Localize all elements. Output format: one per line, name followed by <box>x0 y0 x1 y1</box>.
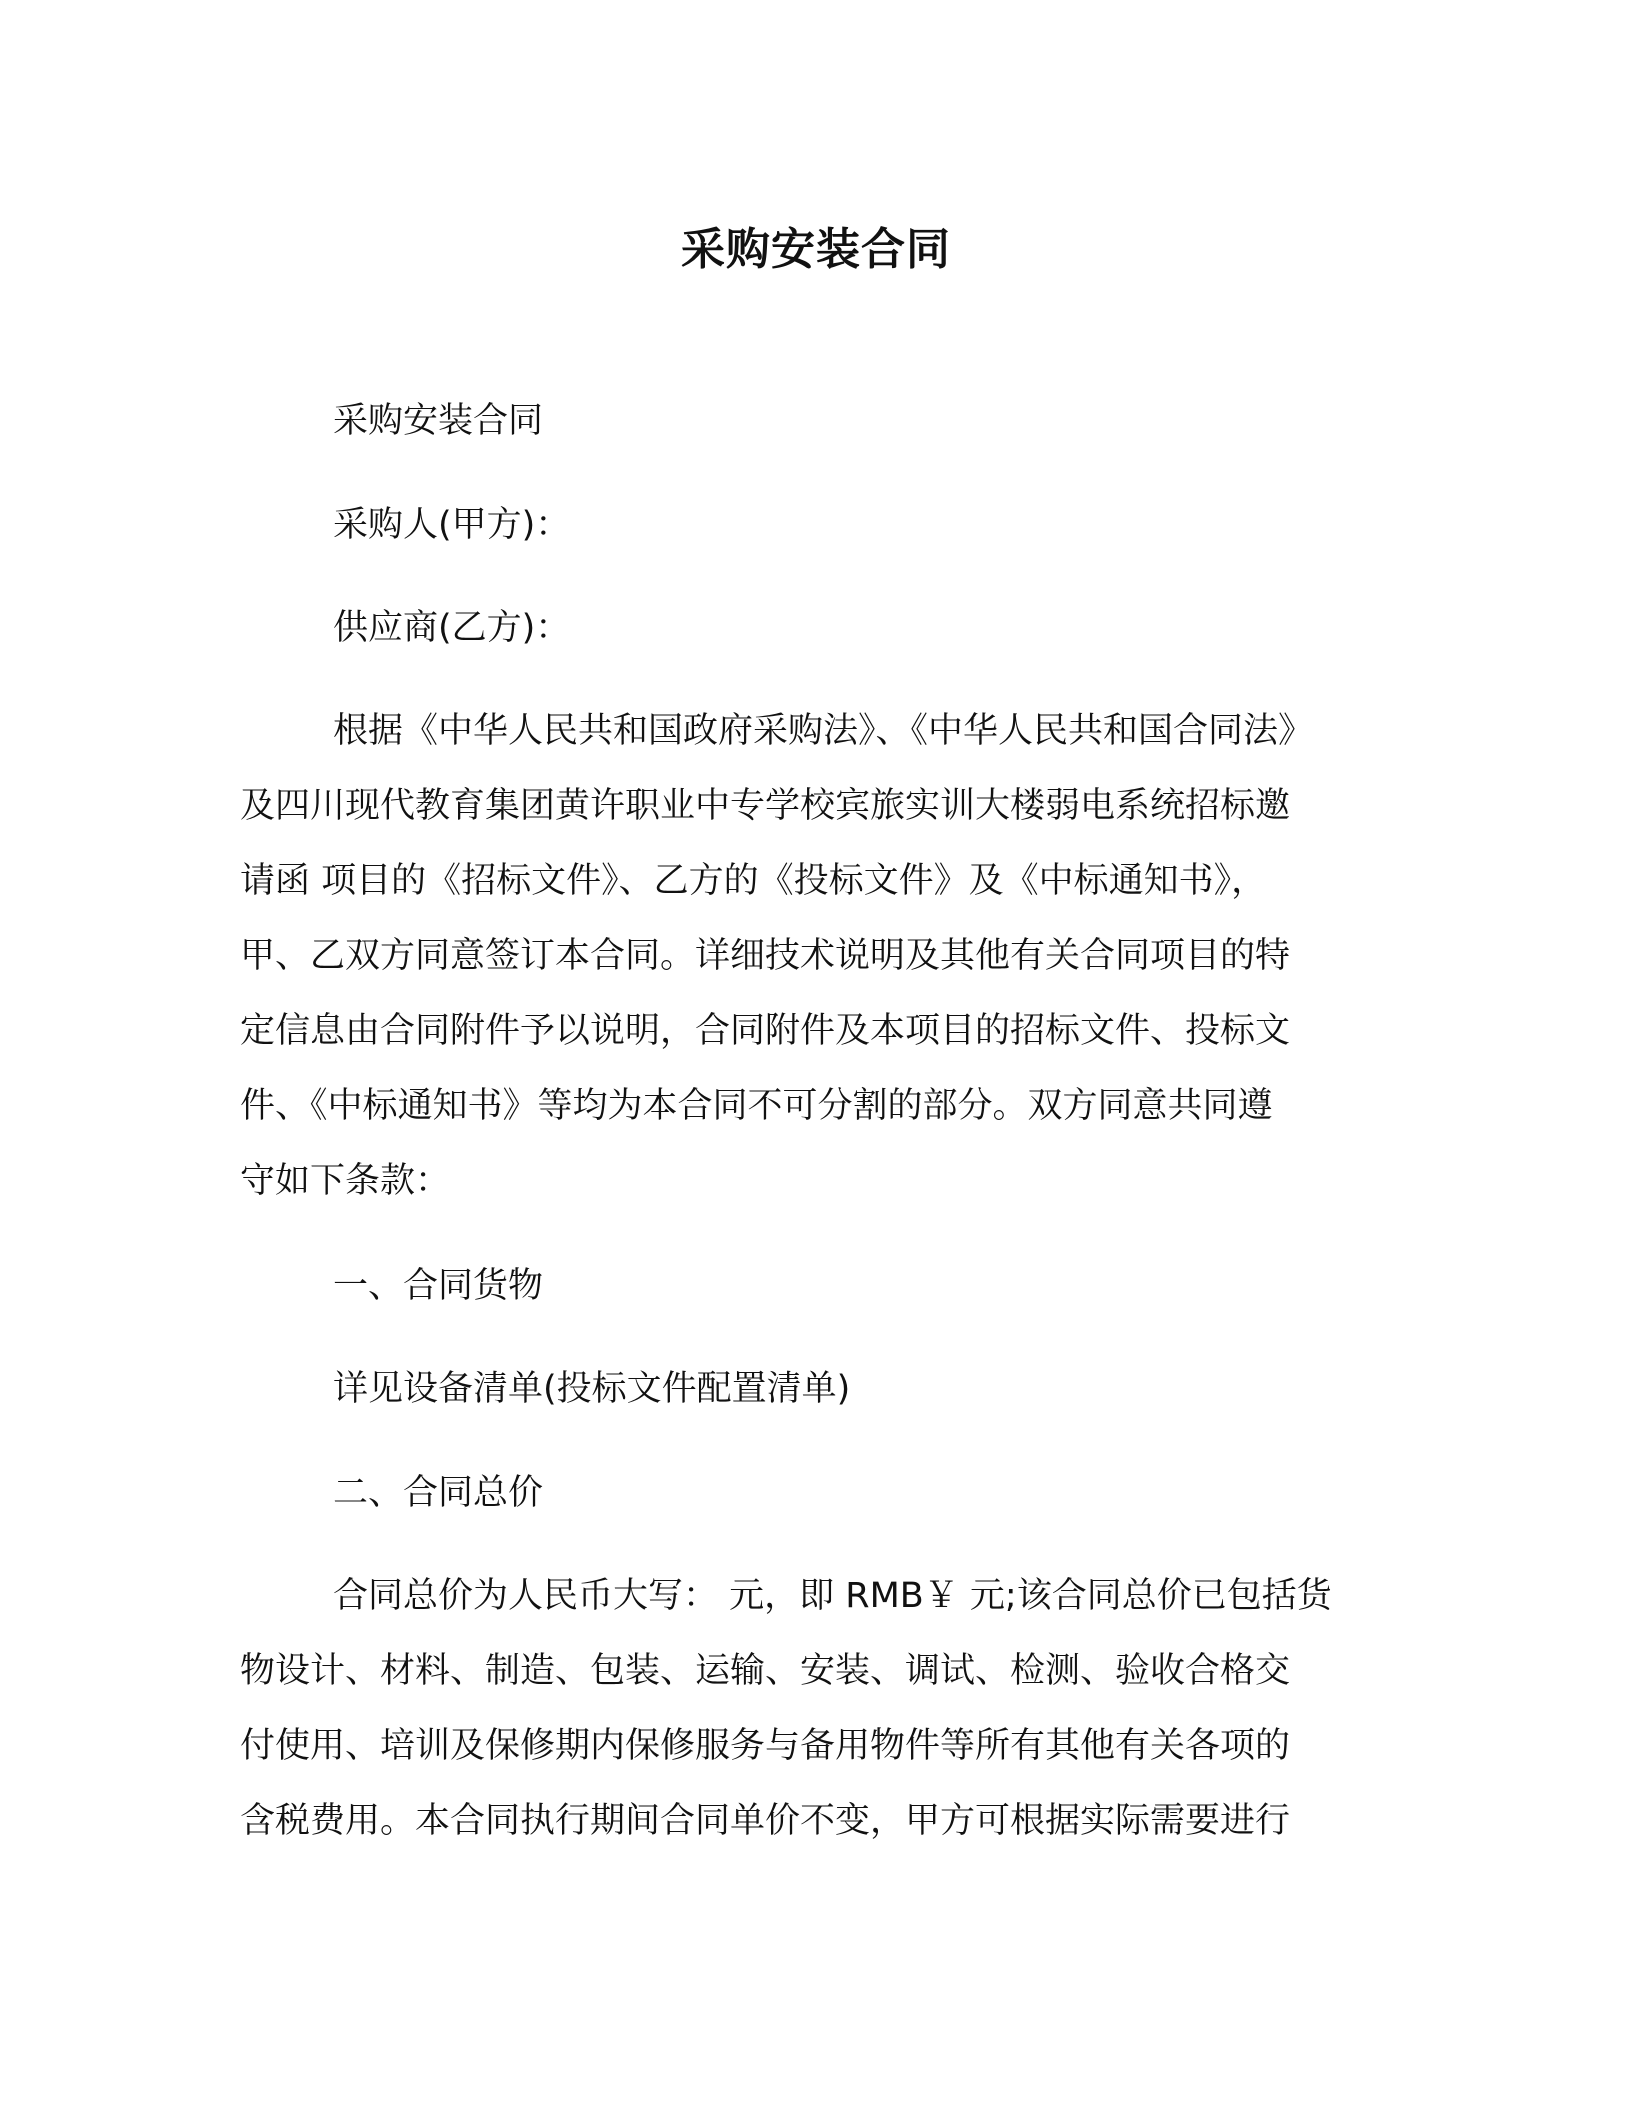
paragraph-line: 含税费用。本合同执行期间合同单价不变，甲方可根据实际需要进行 <box>240 1801 1291 1841</box>
paragraph-line: 件、《中标通知书》等均为本合同不可分割的部分。双方同意共同遵 <box>240 1086 1273 1126</box>
paragraph-line: 付使用、培训及保修期内保修服务与备用物件等所有其他有关各项的 <box>240 1726 1291 1766</box>
paragraph-line: 守如下条款： <box>240 1161 451 1201</box>
section-heading: 二、合同总价 <box>333 1473 544 1513</box>
paragraph-line: 请函 项目的《招标文件》、乙方的《投标文件》及《中标通知书》， <box>240 861 1267 901</box>
supplier-line: 供应商(乙方)： <box>333 608 571 648</box>
paragraph-line: 合同总价为人民币大写： 元，即 RMB￥ 元;该合同总价已包括货 <box>333 1576 1332 1616</box>
section-text: 详见设备清单(投标文件配置清单) <box>333 1369 851 1409</box>
paragraph-line: 定信息由合同附件予以说明，合同附件及本项目的招标文件、投标文 <box>240 1011 1291 1051</box>
paragraph-line: 甲、乙双方同意签订本合同。详细技术说明及其他有关合同项目的特 <box>240 936 1291 976</box>
paragraph-line: 及四川现代教育集团黄许职业中专学校宾旅实训大楼弱电系统招标邀 <box>240 786 1291 826</box>
document-title: 采购安装合同 <box>681 224 951 275</box>
contract-subtitle: 采购安装合同 <box>333 401 544 441</box>
buyer-line: 采购人(甲方)： <box>333 505 571 545</box>
paragraph-line: 根据《中华人民共和国政府采购法》、《中华人民共和国合同法》 <box>333 711 1314 751</box>
section-heading: 一、合同货物 <box>333 1266 544 1306</box>
paragraph-line: 物设计、材料、制造、包装、运输、安装、调试、检测、验收合格交 <box>240 1651 1291 1691</box>
